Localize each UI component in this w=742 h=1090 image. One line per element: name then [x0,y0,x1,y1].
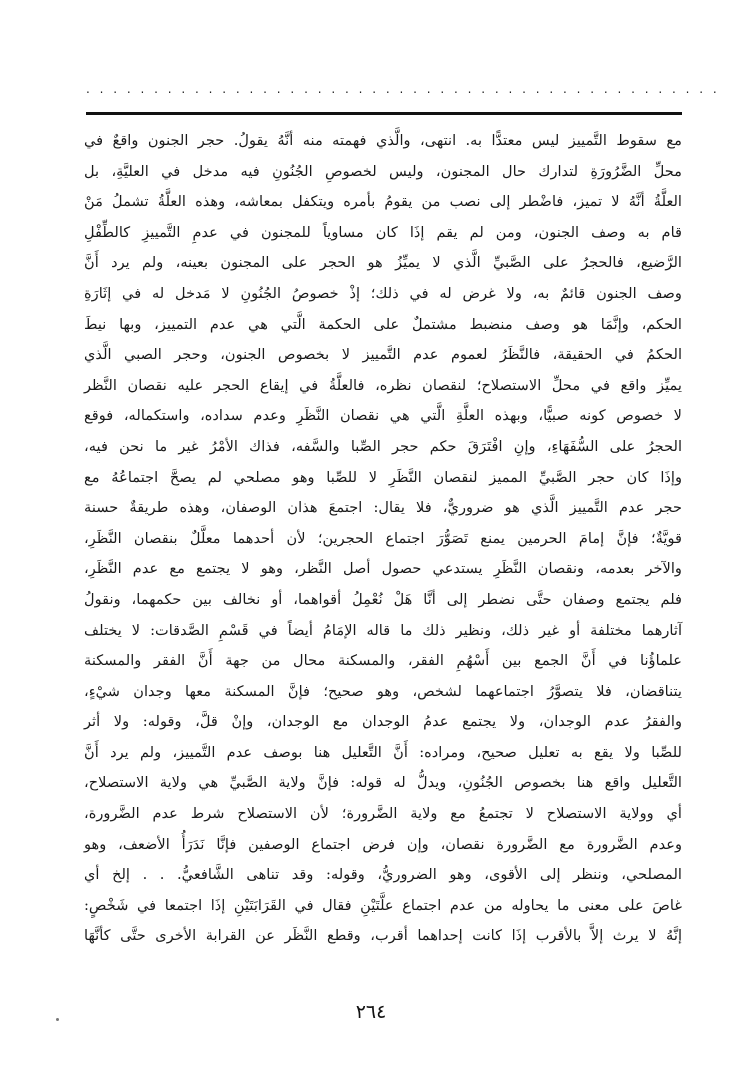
margin-speck [56,1018,59,1021]
text-line: للصِّبا ولا يقع به تعليل صحيح، ومراده: أَنَّ التَّعليل هنا بوصف عدم التَّمييز، ولم يرد أَنَّ [84,743,682,761]
text-line: علماؤُنا في أَنَّ الجمع بين أَسْهُمِ الفقر، والمسكنة محال من جهة أَنَّ الفقر والمسكنة [84,652,682,670]
text-line: الحجرُ على السُّفَهَاءِ، وإنِ افْتَرَقَ حكم حجر الصِّبا والسَّفه، فذاك الأمْرُ غير ما نحن فيه، [84,437,682,455]
text-line: وإذَا كان حجر الصَّبيِّ المميز لنقصان النَّظَرِ لا للصِّبا وهو مصلحي لم يصحَّ اجتماعُهُ مع [84,468,682,486]
text-line: والفقرُ عدم الوجدان، ولا يجتمع عدمُ الوجدان مع الوجدان، وإنْ قلَّ، وقوله: ولا أثر [84,713,682,731]
page-number: ٢٦٤ [355,1001,387,1023]
text-line: والآخر بعدمه، ونقصان النَّظَرِ يستدعي حصول أصل النَّظر، وهو لا يجتمع مع عدم النَّظَرِ، [84,560,682,578]
text-line: قام به وصف الجنون، ومن لم يقم إذَا كان مساوياً للمجنون في عدمِ التَّمييزِ كالطِّفْلِ [84,223,682,241]
text-line: آثارهما مختلفة أو غير ذلك، ونظير ذلك ما قاله الإمَامُ أيضاً في قَسْمِ الصَّدقات: لا يختلف [84,621,682,639]
text-line: وعدم الضَّرورة مع الضَّرورة نقصان، وإن فرض اجتماع الوصفين فإنَّا نَدَرَأُ الأضعف، وهو [84,835,682,853]
text-line: يميِّز واقع في محلِّ الاستصلاح؛ لنقصان نظره، فالعلَّةُ في إيقاع الحجر عليه نقصان النَّظر [84,376,682,394]
text-line: الحكم، وإنَّمَا هو وصف منضبط مشتملٌ على الحكمة الَّتي هي عدم التمييز، وبها نيطَ [84,315,682,333]
text-line: قويَّةٌ؛ فإنَّ إمامَ الحرمين يمنع تَصَوُّرَ اجتماع الحجرين؛ لأن أحدهما معلَّلٌ بنقصان النَّظَرِ، [84,529,682,547]
header-rule [86,112,682,115]
text-line: أي وولاية الاستصلاح لا تجتمعُ مع ولاية الضَّرورة؛ لأن الاستصلاح شرط عدم الضَّرورة، [84,805,682,823]
text-line: الرَّضيع، فالحجرُ على الصَّبيِّ الَّذي لا يميِّزُ هو الحجر على المجنون بعينه، ولم يرد أَنَّ [84,254,682,272]
text-line: فلم يجتمع وصفان حتَّى نضطر إلى أنَّا هَلْ نُعْمِلُ أقواهما، أو نخالف بين حكمهما، ونقولُ [84,590,682,608]
text-line: يتناقضان، فلا يتصوَّرُ اجتماعهما لشخص، وهو صحيح؛ فإنَّ المسكنة معها وجدان شيْءٍ، [84,682,682,700]
text-line: لا خصوص كونه صبيًّا، وبهذه العلَّةِ الَّتي هي نقصان النَّظَرِ وعدم سداده، واستكماله، فوقع [84,407,682,425]
body-text [84,126,682,952]
text-line: إنَّهُ لا يرث إلاَّ بالأقرب إذَا كانت إحداهما أقرب، وقطع النَّظَر عن القرابة الأخرى حتَّى كأنَّهَا [84,927,682,945]
text-line: المصلحي، وننظر إلى الأقوى، وهو الضروريُّ، وقوله: وقد تناهى الشَّافعيُّ. . . إلخ أي [84,866,682,884]
header-ornament: . . . . . . . . . . . . . . . . . . . . . . . . . . . . . . . . . . . . . . . . . . . . . . . [86,82,720,96]
text-line: وصف الجنون قائمٌ به، ولا غرض له في ذلك؛ إذْ خصوصُ الجُنُونِ لا مَدخل له في إثَارَةِ [84,284,682,302]
text-line: التَّعليل واقع هنا بخصوص الجُنُونِ، ويدلُّ له قوله: فإنَّ ولاية الصَّبيِّ هي ولاية الاستصلاح، [84,774,682,792]
text-line: مع سقوط التَّمييز ليس معتدًّا به. انتهى، والَّذي فهمته منه أنَّهُ يقولُ. حجر الجنون واقعٌ في [84,132,682,149]
text-line: العلَّةُ أنَّهُ لا تميز، فاضْطر إلى نصب من يقومُ بأمره ويتكفل بمعاشه، وهذه العلَّةُ تشملُ مَنْ [84,193,682,211]
text-line: محلِّ الضَّرُورَةِ لتدارك حال المجنون، وليس لخصوصِ الجُنُونِ فيه مدخل في العليَّةِ، بل [84,162,682,180]
text-line: الحكمُ في الحقيقة، فالنَّظَرُ لعموم عدم التَّمييز لا بخصوص الجنون، وحجر الصبي الَّذي [84,346,682,364]
text-line: غاصَ على معنى ما يحاوله من عدم اجتماع علَّتَيْنِ فقال في القَرَابَتَيْنِ إذَا اجتمعا في شَخْصٍ: [84,896,682,914]
text-line: حجر عدم التَّمييز الَّذي هو ضروريٌّ، فلا يقال: اجتمعَ هذان الوصفان، وهذه طريقةٌ حسنة [84,499,682,517]
